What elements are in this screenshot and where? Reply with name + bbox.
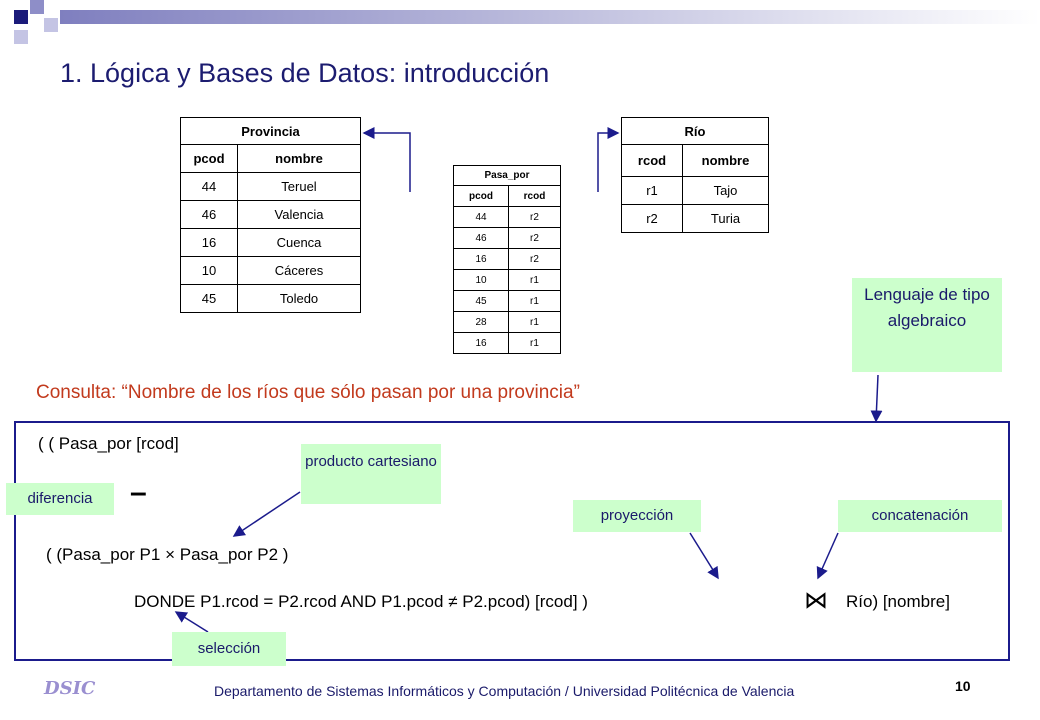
table-pasa-por-col-rcod: rcod — [509, 186, 561, 207]
table-cell: 44 — [181, 173, 238, 201]
table-cell: Teruel — [238, 173, 361, 201]
table-cell: Tajo — [683, 177, 769, 205]
expression-frame — [14, 421, 1010, 661]
product-operator: × — [165, 545, 176, 564]
table-rio-col-nombre: nombre — [683, 145, 769, 177]
footer-text: Departamento de Sistemas Informáticos y Computación / Universidad Politécnica de Valencia — [214, 683, 795, 699]
table-cell: 16 — [454, 333, 509, 354]
query-text: Consulta: “Nombre de los ríos que sólo pasan por una provincia” — [36, 382, 580, 403]
slide-title: 1. Lógica y Bases de Datos: introducción — [60, 58, 550, 88]
table-cell: r1 — [509, 291, 561, 312]
not-equal-operator: ≠ — [448, 592, 458, 611]
join-operator-icon: ⋈ — [804, 587, 828, 614]
table-cell: Cuenca — [238, 229, 361, 257]
table-cell: 46 — [181, 201, 238, 229]
table-cell: 45 — [454, 291, 509, 312]
table-cell: r2 — [509, 249, 561, 270]
table-rio-col-rcod: rcod — [622, 145, 683, 177]
table-cell: r2 — [622, 205, 683, 233]
table-cell: r1 — [509, 312, 561, 333]
table-pasa-por — [453, 165, 561, 354]
table-cell: 10 — [454, 270, 509, 291]
table-provincia — [180, 117, 361, 313]
table-cell: r1 — [622, 177, 683, 205]
table-provincia-col-pcod: pcod — [181, 145, 238, 173]
expression-line-3-a: DONDE P1.rcod = P2.rcod AND P1.pcod — [134, 592, 444, 611]
table-rio-name: Río — [622, 118, 769, 145]
expression-line-3 — [134, 592, 588, 612]
table-cell: 16 — [454, 249, 509, 270]
connector-pasapor-provincia — [364, 133, 410, 192]
table-cell: r2 — [509, 207, 561, 228]
callout-concatenacion: concatenación — [838, 500, 1002, 532]
table-cell: r1 — [509, 270, 561, 291]
table-cell: r1 — [509, 333, 561, 354]
table-cell: Valencia — [238, 201, 361, 229]
callout-seleccion: selección — [172, 632, 286, 666]
table-rio — [621, 117, 769, 233]
table-cell: 28 — [454, 312, 509, 333]
callout-lenguaje-algebraico: Lenguaje de tipo algebraico — [852, 278, 1002, 372]
table-cell: Turia — [683, 205, 769, 233]
callout-proyeccion: proyección — [573, 500, 701, 532]
table-cell: 44 — [454, 207, 509, 228]
expression-line-2 — [46, 545, 288, 565]
table-pasa-por-name: Pasa_por — [454, 166, 561, 186]
difference-operator: – — [130, 476, 147, 509]
table-cell: 10 — [181, 257, 238, 285]
expression-line-3-b: P2.pcod) [rcod] ) — [462, 592, 588, 611]
table-cell: 46 — [454, 228, 509, 249]
expression-line-2-a: ( (Pasa_por P1 — [46, 545, 161, 564]
table-cell: r2 — [509, 228, 561, 249]
connector-pasapor-rio — [598, 133, 618, 192]
table-provincia-col-nombre: nombre — [238, 145, 361, 173]
table-provincia-name: Provincia — [181, 118, 361, 145]
table-cell: Cáceres — [238, 257, 361, 285]
table-cell: 45 — [181, 285, 238, 313]
expression-line-3-c: Río) [nombre] — [846, 592, 950, 611]
expression-line-2-b: Pasa_por P2 ) — [179, 545, 289, 564]
page-number: 10 — [955, 678, 971, 694]
expression-line-1: ( ( Pasa_por [rcod] — [38, 434, 179, 453]
table-pasa-por-col-pcod: pcod — [454, 186, 509, 207]
arrow-lenguaje — [876, 375, 878, 421]
callout-diferencia: diferencia — [6, 483, 114, 515]
callout-producto-cartesiano: producto cartesiano — [301, 444, 441, 504]
table-cell: 16 — [181, 229, 238, 257]
dsic-logo: DSIC — [44, 678, 96, 699]
table-cell: Toledo — [238, 285, 361, 313]
